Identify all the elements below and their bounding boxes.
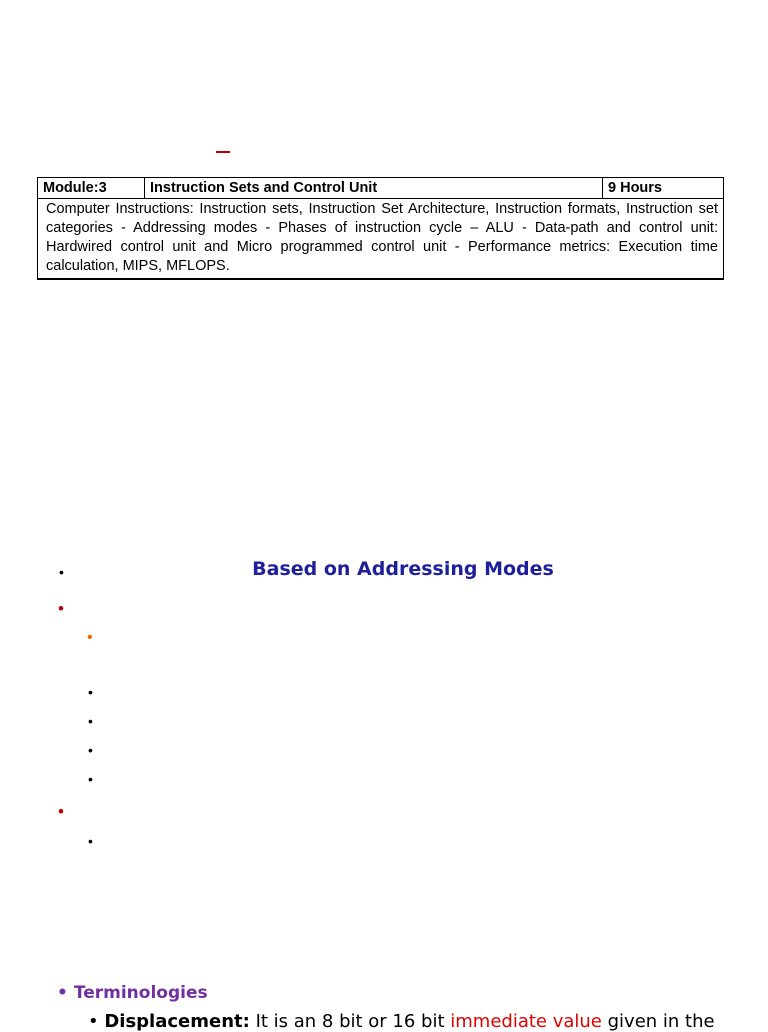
bullet-dot: • (88, 833, 93, 849)
red-dash-mark (216, 151, 230, 153)
module-title: Instruction Sets and Control Unit (145, 178, 603, 199)
section-heading: Based on Addressing Modes (252, 558, 554, 580)
module-hours: 9 Hours (603, 178, 724, 199)
module-table-body-row (38, 199, 724, 280)
displacement-highlight: immediate value (450, 1011, 602, 1032)
bullet-dot: • (59, 564, 64, 580)
displacement-text-start: It is an 8 bit or 16 bit (249, 1011, 451, 1032)
bullet-dot-orange: • (87, 629, 93, 646)
bullet-dot: • (88, 1011, 105, 1032)
bullet-dot-red: • (58, 599, 64, 618)
displacement-label: Displacement: (104, 1011, 250, 1032)
terminologies-label: Terminologies (73, 983, 208, 1003)
module-number: Module:3 (38, 178, 145, 199)
bullet-dot: • (88, 713, 93, 729)
displacement-text-end: given in the (601, 1011, 715, 1032)
bullet-dot: • (88, 771, 93, 787)
bullet-dot: • (57, 983, 68, 1003)
displacement-definition (88, 1011, 715, 1032)
bullet-dot: • (88, 684, 93, 700)
bullet-dot-red: • (58, 802, 64, 821)
module-table (37, 177, 724, 280)
module-table-header-row (38, 178, 724, 199)
bullet-dot: • (88, 742, 93, 758)
module-description: Computer Instructions: Instruction sets, Instruction Set Architecture, Instruction formats, Instruction set categories - Addressing modes - Phases of instruction cycle – ALU - Data-path and control unit: Hardwired control unit and Micro programmed control unit - Performance metrics: Execution time calculation, MIPS, MFLOPS. (38, 199, 724, 280)
terminologies-heading (57, 983, 208, 1003)
